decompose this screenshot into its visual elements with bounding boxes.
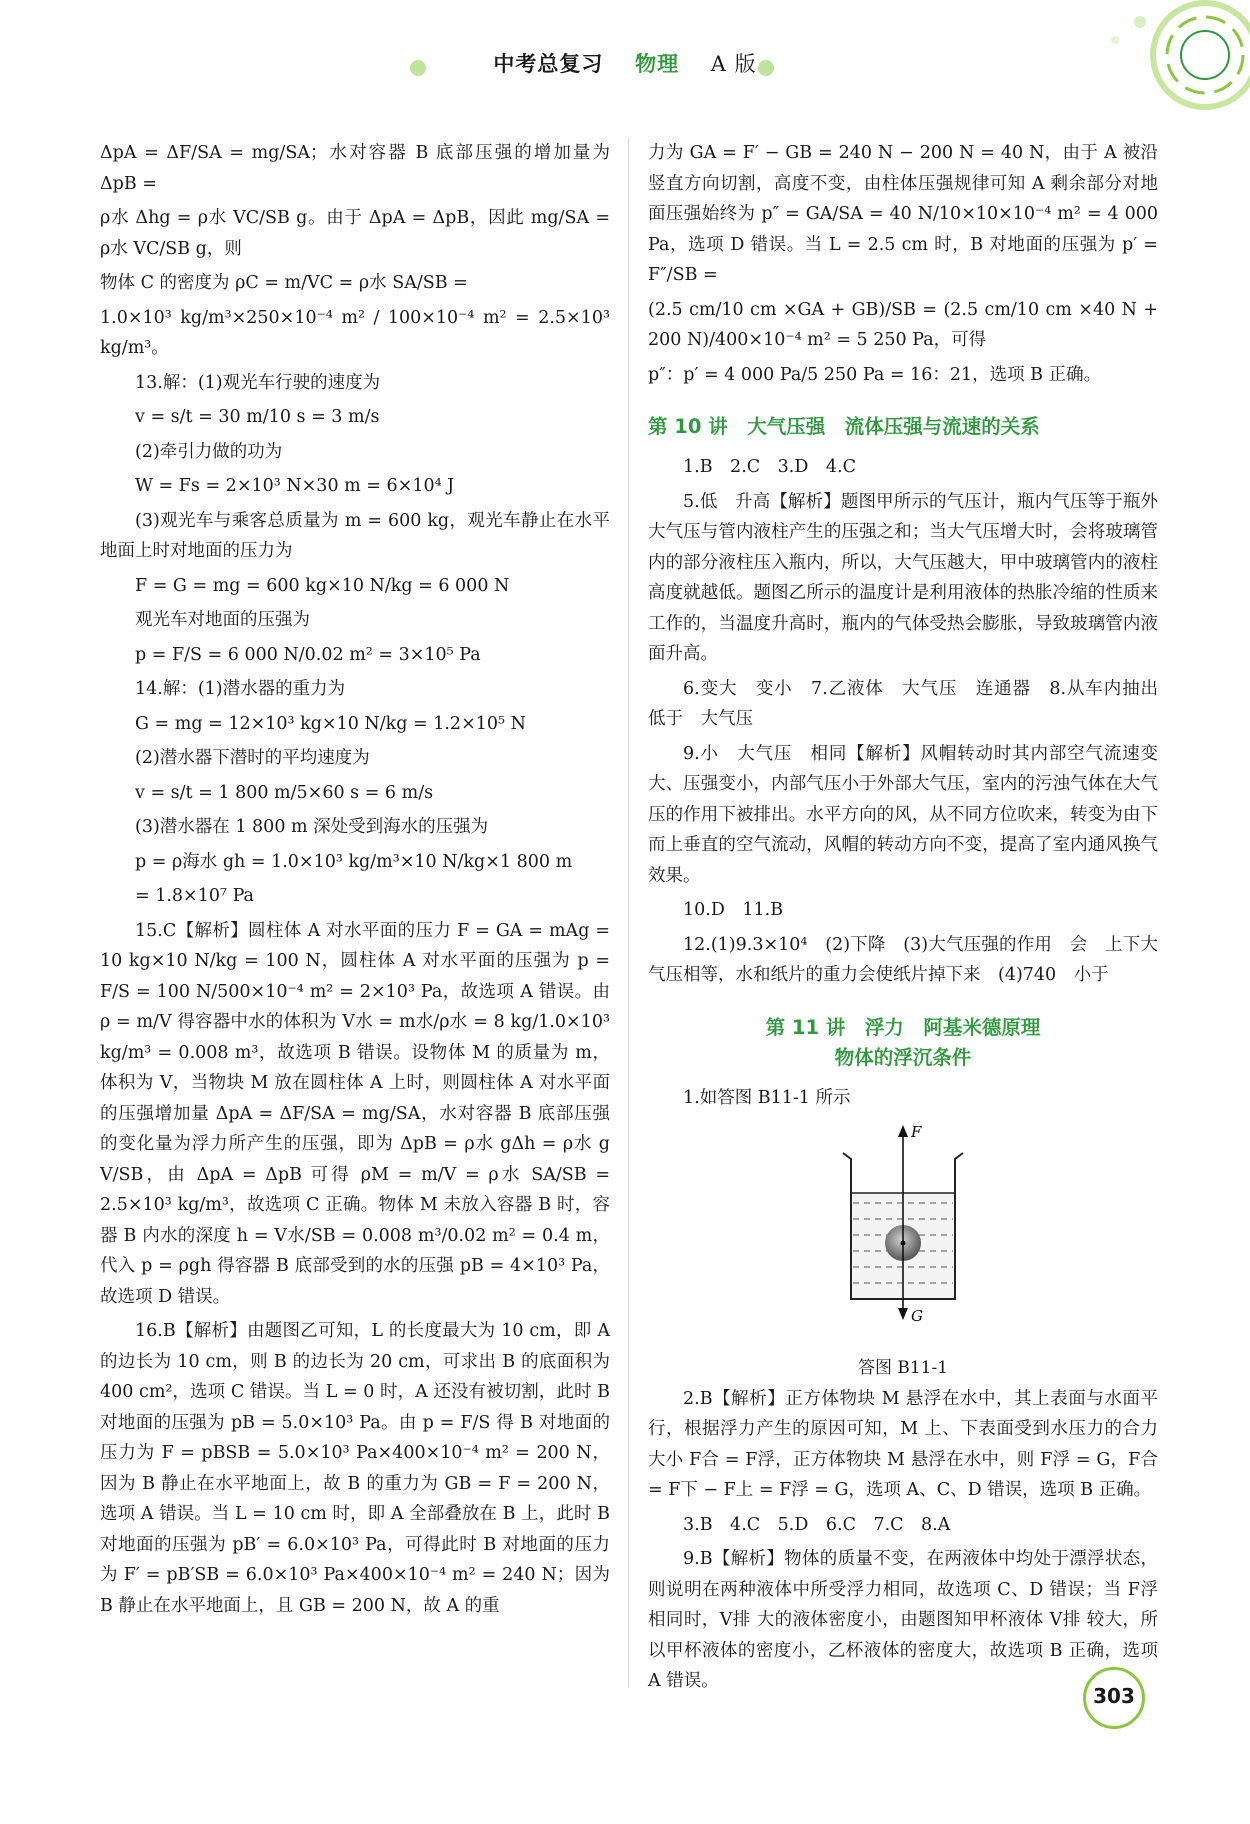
beaker-diagram (823, 1123, 983, 1323)
s11-item-3: 3.B 4.C 5.D 6.C 7.C 8.A (683, 1514, 951, 1535)
q13-pressure: p = F/S = 6 000 N/0.02 m² = 3×10⁵ Pa (135, 644, 481, 665)
q14-pressure-result: = 1.8×10⁷ Pa (135, 886, 254, 906)
q13-work: W = Fs = 2×10³ N×30 m = 6×10⁴ J (135, 476, 455, 496)
s10-item-9: 9.小 大气压 相同【解析】风帽转动时其内部空气流速变大、压强变小，内部气压小于外部大气压，室内的污浊气体在大气压的作用下被排出。水平方向的风，从不同方位吹来，转变为由下而上垂直的空气流动，风帽的转动方向不变，提高了室内通风换气效果。 (648, 743, 1158, 886)
s10-item-1: 1.B 2.C 3.D 4.C (683, 457, 856, 477)
q14-pressure: p = ρ海水 gh = 1.0×10³ kg/m³×10 N/kg×1 800 m (135, 851, 573, 872)
s10-item-12: 12.(1)9.3×10⁴ (2)下降 (3)大气压强的作用 会 上下大气压相等，水和纸片的重力会使纸片掉下来 (4)740 小于 (648, 934, 1158, 985)
header-edition: A 版 (710, 52, 757, 76)
section-10-title: 第 10 讲 大气压强 流体压强与流速的关系 (648, 415, 1040, 438)
s11-item-9: 9.B【解析】物体的质量不变，在两液体中均处于漂浮状态，则说明在两种液体中所受浮力相同，故选项 C、D 错误；当 F浮 相同时，V排 大的液体密度小，由题图知甲杯液体 V排 较大，所以甲杯液体的密度小，乙杯液体的密度大，故选项 B 正确，选项 A 错误。 (648, 1549, 1158, 1691)
s10-item-6: 6.变大 变小 7.乙液体 大气压 连通器 8.从车内抽出 低于 大气压 (648, 678, 1176, 729)
q14-pressure-heading: (3)潜水器在 1 800 m 深处受到海水的压强为 (135, 817, 489, 837)
q14-speed: v = s/t = 1 800 m/5×60 s = 6 m/s (135, 782, 434, 803)
q16-analysis: 16.B【解析】由题图乙可知，L 的长度最大为 10 cm，即 A 的边长为 10 cm，则 B 的边长为 20 cm，可求出 B 的底面积为 400 cm²，选项 C 错误。当 L = 0 时，A 还没有被切割，此时 B 对地面的压强为 pB = 5.0×10³ Pa。由 p = F/S 得 B 对地面的压力为 F = pBSB = 5.0×10³ Pa×400×10⁻⁴ m² = 200 N，因为 B 静止在水平地面上，故 B 的重力为 GB = F = 200 N，选项 A 错误。当 L = 10 cm 时，即 A 全部叠放在 B 上，此时 B 对地面的压强为 pB′ = 6.0×10³ Pa，可得此时 B 对地面的压力为 F′ = pB′SB = 6.0×10³ Pa×400×10⁻⁴ m² = 240 N；因为 B 静止在水平地面上，且 GB = 200 N，故 A 的重 (100, 1321, 610, 1616)
left-line-4: 1.0×10³ kg/m³×250×10⁻⁴ m² / 100×10⁻⁴ m² = 2.5×10³ kg/m³。 (100, 307, 610, 358)
q13-mass: (3)观光车与乘客总质量为 m = 600 kg，观光车静止在水平地面上时对地面的压力为 (100, 510, 610, 561)
left-line-3: 物体 C 的密度为 ρC = m/VC = ρ水 SA/SB = (100, 273, 468, 293)
section-11-title-line2: 物体的浮沉条件 (834, 1045, 972, 1069)
left-column (100, 138, 610, 1625)
right-column (648, 138, 1176, 1701)
header-series: 中考总复习 (493, 51, 604, 76)
s10-item-5: 5.低 升高【解析】题图甲所示的气压计，瓶内气压等于瓶外大气压与管内液柱产生的压强之和；当大气压增大时，会将玻璃管内的部分液柱压入瓶内，所以，大气压越大，甲中玻璃管内的液柱高度就越低。题图乙所示的温度计是利用液体的热胀冷缩的性质来工作的，当温度升高时，瓶内的气体受热会膨胀，导致玻璃管内液面升高。 (648, 491, 1158, 664)
running-header (0, 48, 1250, 78)
figure-caption: 答图 B11-1 (857, 1358, 949, 1378)
column-divider (628, 138, 629, 1688)
force-label-f: F (911, 1123, 922, 1141)
q13-pressure-heading: 观光车对地面的压强为 (135, 610, 310, 630)
q16-formula: (2.5 cm/10 cm ×GA + GB)/SB = (2.5 cm/10 cm ×40 N + 200 N)/400×10⁻⁴ m² = 5 250 Pa，可得 (648, 299, 1158, 350)
s11-item-2: 2.B【解析】正方体物块 M 悬浮在水中，其上表面与水面平行，根据浮力产生的原因可知，M 上、下表面受到水压力的合力大小 F合 = F浮，正方体物块 M 悬浮在水中，则 F浮 = G，F合 = F下 − F上 = F浮 = G，选项 A、C、D 错误，选项 B 正确。 (648, 1388, 1158, 1500)
q13-heading: 13.解：(1)观光车行驶的速度为 (135, 372, 381, 393)
s11-item-1: 1.如答图 B11-1 所示 (683, 1087, 851, 1108)
q14-heading: 14.解：(1)潜水器的重力为 (135, 679, 346, 699)
q13-work-heading: (2)牵引力做的功为 (135, 441, 283, 462)
left-line-2: ρ水 Δhg = ρ水 VC/SB g。由于 ΔpA = ΔpB，因此 mg/SA = ρ水 VC/SB g，则 (100, 208, 610, 259)
section-11-title (648, 1013, 1158, 1073)
page-number: 303 (1083, 1667, 1145, 1729)
force-label-g: G (911, 1307, 923, 1323)
figure-b11-1 (648, 1119, 1158, 1349)
section-11-title-line1: 第 11 讲 浮力 阿基米德原理 (765, 1015, 1041, 1039)
left-line-1: ΔpA = ΔF/SA = mg/SA；水对容器 B 底部压强的增加量为 ΔpB = (100, 143, 610, 194)
s10-item-10: 10.D 11.B (683, 900, 784, 920)
q14-speed-heading: (2)潜水器下潜时的平均速度为 (135, 748, 370, 768)
q15-analysis: 15.C【解析】圆柱体 A 对水平面的压力 F = GA = mAg = 10 kg×10 N/kg = 100 N，圆柱体 A 对水平面的压强为 p = F/S = 100 N/500×10⁻⁴ m² = 2×10³ Pa，故选项 A 错误。由 ρ = m/V 得容器中水的体积为 V水 = m水/ρ水 = 8 kg/1.0×10³ kg/m³ = 0.008 m³，故选项 B 错误。设物体 M 的质量为 m，体积为 V，当物块 M 放在圆柱体 A 上时，则圆柱体 A 对水平面的压强增加量 ΔpA = ΔF/SA = mg/SA，水对容器 B 底部压强的变化量为浮力所产生的压强，即为 ΔpB = ρ水 gΔh = ρ水 g V/SB，由 ΔpA = ΔpB 可得 ρM = m/V = ρ水 SA/SB = 2.5×10³ kg/m³，故选项 C 正确。物体 M 未放入容器 B 时，容器 B 内水的深度 h = V水/SB = 0.008 m³/0.02 m² = 0.4 m，代入 p = ρgh 得容器 B 底部受到的水的压强 pB = 4×10³ Pa，故选项 D 错误。 (100, 920, 610, 1307)
header-subject: 物理 (635, 51, 680, 76)
q13-force: F = G = mg = 600 kg×10 N/kg = 6 000 N (135, 575, 510, 596)
q13-speed: v = s/t = 30 m/10 s = 3 m/s (135, 407, 380, 427)
q16-ratio: p″：p′ = 4 000 Pa/5 250 Pa = 16：21，选项 B 正确。 (648, 364, 1102, 385)
q16-continued: 力为 GA = F′ − GB = 240 N − 200 N = 40 N，由于 A 被沿竖直方向切割，高度不变，由柱体压强规律可知 A 剩余部分对地面压强始终为 p″ = GA/SA = 40 N/10×10×10⁻⁴ m² = 4 000 Pa，选项 D 错误。当 L = 2.5 cm 时，B 对地面的压强为 p′ = F″/SB = (648, 143, 1158, 285)
q14-gravity: G = mg = 12×10³ kg×10 N/kg = 1.2×10⁵ N (135, 713, 526, 734)
